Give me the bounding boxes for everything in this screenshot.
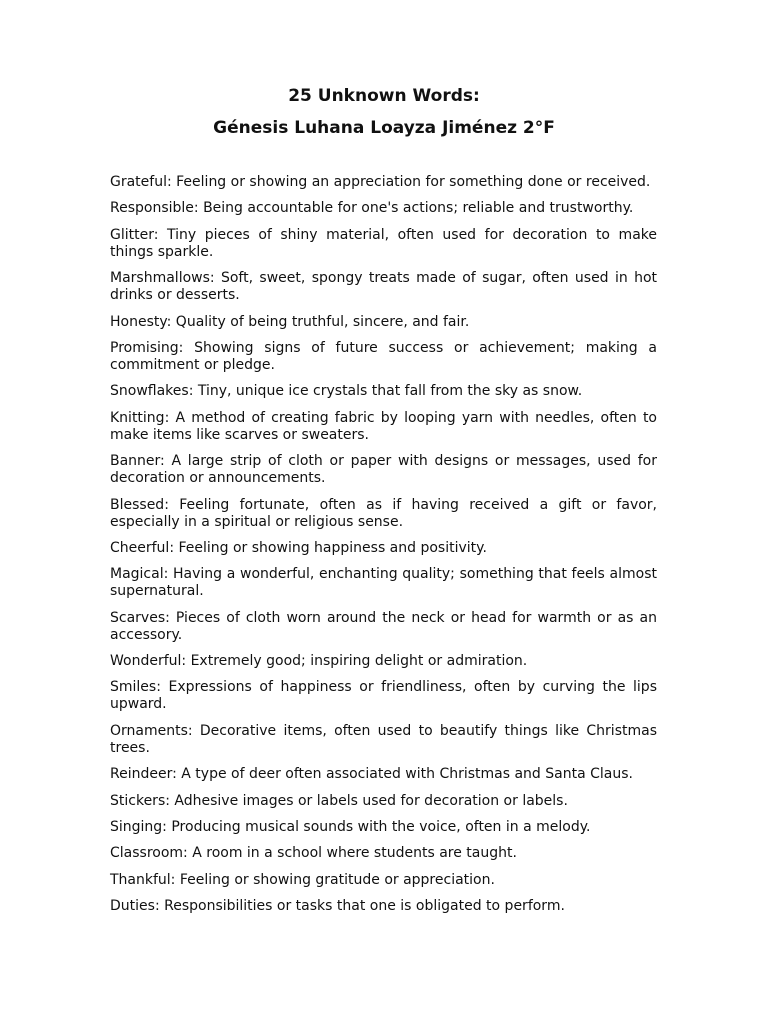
word-entry: Honesty: Quality of being truthful, sincere, and fair. — [110, 313, 470, 330]
word-definition-list — [110, 174, 657, 925]
word-entry: Wonderful: Extremely good; inspiring delight or admiration. — [110, 653, 528, 670]
word-entry: Knitting: A method of creating fabric by looping yarn with needles, often to make items like scarves or sweaters. — [110, 409, 657, 443]
author-subtitle: Génesis Luhana Loayza Jiménez 2°F — [213, 118, 555, 138]
word-entry: Magical: Having a wonderful, enchanting quality; something that feels almost supernatural. — [110, 566, 657, 600]
word-entry: Marshmallows: Soft, sweet, spongy treats made of sugar, often used in hot drinks or desserts. — [110, 270, 657, 304]
word-entry: Classroom: A room in a school where students are taught. — [110, 845, 517, 862]
word-entry: Reindeer: A type of deer often associated with Christmas and Santa Claus. — [110, 766, 633, 783]
word-entry: Ornaments: Decorative items, often used to beautify things like Christmas trees. — [110, 722, 657, 756]
word-entry: Stickers: Adhesive images or labels used for decoration or labels. — [110, 792, 568, 809]
word-entry: Promising: Showing signs of future success or achievement; making a commitment or pledge. — [110, 339, 657, 373]
word-entry: Banner: A large strip of cloth or paper with designs or messages, used for decoration or announcements. — [110, 453, 657, 487]
document-title: 25 Unknown Words: — [288, 86, 480, 106]
word-entry: Scarves: Pieces of cloth worn around the neck or head for warmth or as an accessory. — [110, 609, 657, 643]
word-entry: Responsible: Being accountable for one's actions; reliable and trustworthy. — [110, 200, 634, 217]
word-entry: Grateful: Feeling or showing an appreciation for something done or received. — [110, 174, 651, 190]
word-entry: Snowflakes: Tiny, unique ice crystals that fall from the sky as snow. — [110, 383, 583, 400]
word-entry: Smiles: Expressions of happiness or friendliness, often by curving the lips upward. — [110, 679, 657, 713]
word-entry: Cheerful: Feeling or showing happiness and positivity. — [110, 539, 487, 556]
word-entry: Glitter: Tiny pieces of shiny material, often used for decoration to make things sparkle. — [110, 226, 657, 260]
word-entry: Thankful: Feeling or showing gratitude or appreciation. — [110, 871, 495, 888]
word-entry: Blessed: Feeling fortunate, often as if having received a gift or favor, especially in a spiritual or religious sense. — [110, 496, 657, 530]
word-entry: Duties: Responsibilities or tasks that one is obligated to perform. — [110, 898, 565, 915]
word-entry: Singing: Producing musical sounds with the voice, often in a melody. — [110, 819, 591, 836]
